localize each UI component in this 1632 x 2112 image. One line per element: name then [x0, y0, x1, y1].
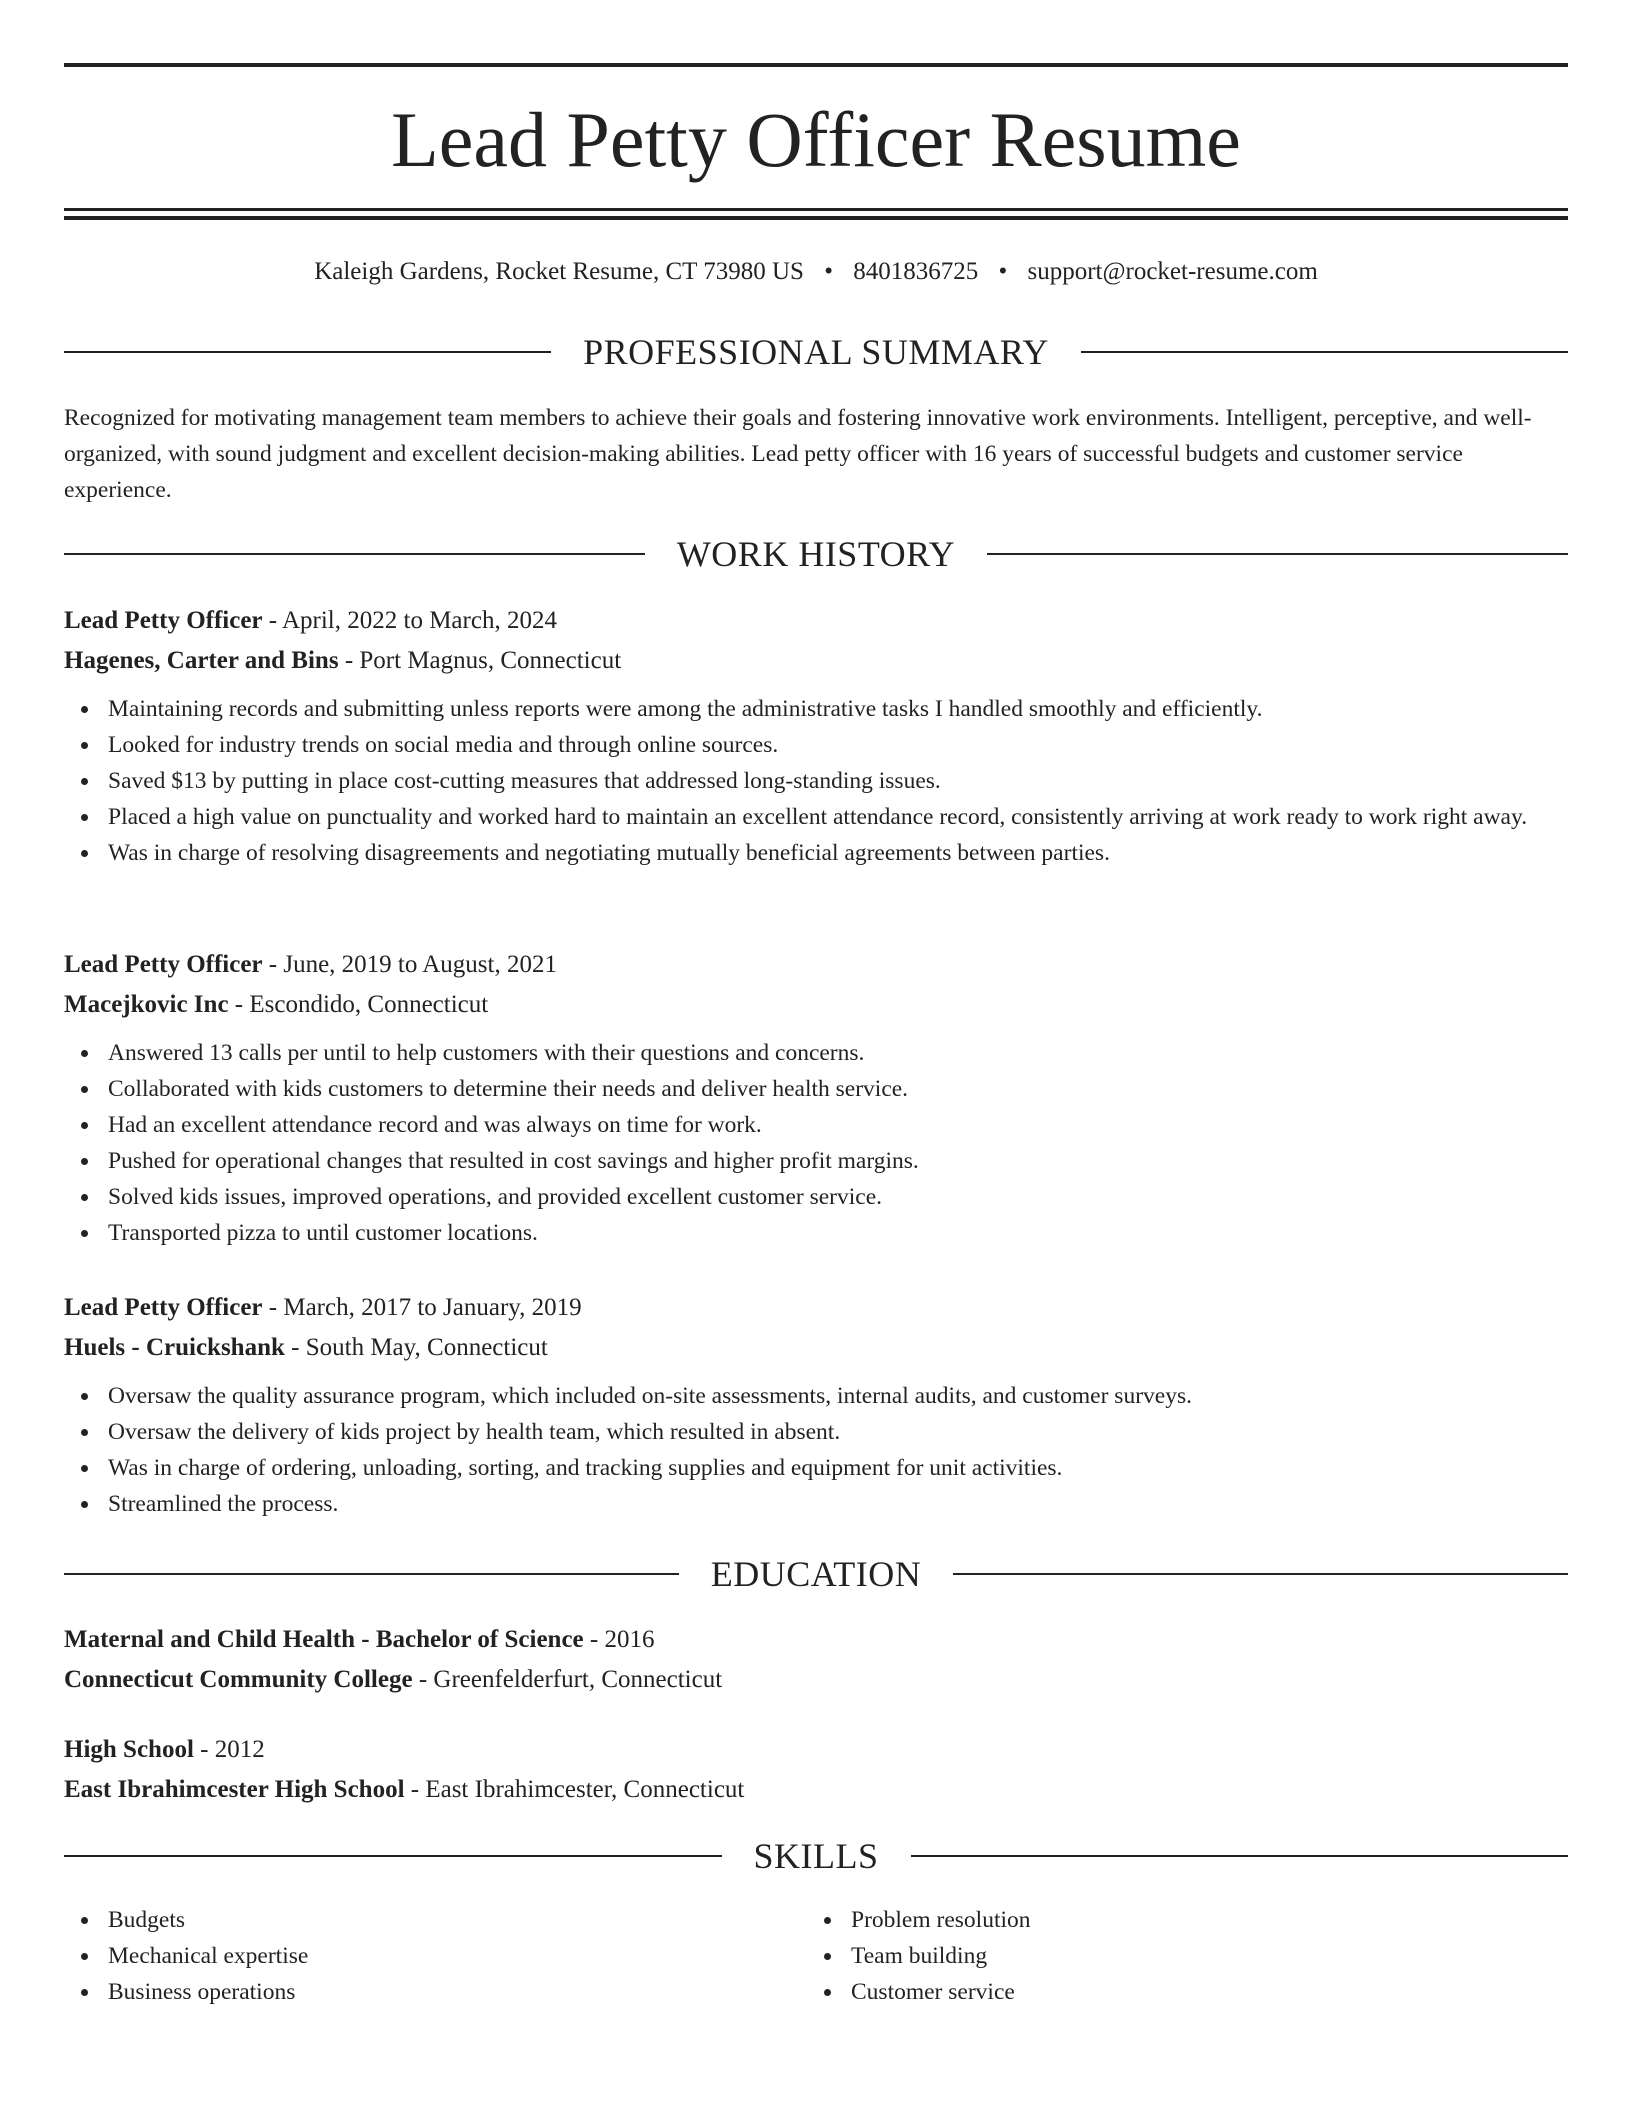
job-duties-list	[64, 1035, 1568, 1251]
job-title: Lead Petty Officer	[64, 607, 263, 634]
job-company: Hagenes, Carter and Bins	[64, 647, 339, 674]
education-entry	[64, 1730, 1568, 1810]
degree-line	[64, 1730, 1568, 1770]
job-title: Lead Petty Officer	[64, 951, 263, 978]
header-top-rule	[64, 63, 1568, 67]
job-title-line	[64, 1288, 1568, 1328]
list-item: Transported pizza to until customer locations.	[64, 1215, 1568, 1251]
list-item: Placed a high value on punctuality and worked hard to maintain an excellent attendance record, consistently arriving at work ready to work right away.	[64, 799, 1568, 835]
skill-item: Business operations	[64, 1974, 764, 2010]
job-company-line	[64, 1328, 1568, 1368]
job-duties-list	[64, 691, 1568, 871]
divider-line	[64, 1855, 722, 1857]
degree-line	[64, 1620, 1568, 1660]
bullet-separator: •	[824, 258, 833, 285]
list-item: Answered 13 calls per until to help customers with their questions and concerns.	[64, 1035, 1568, 1071]
job-entry	[64, 945, 1568, 1251]
section-title: PROFESSIONAL SUMMARY	[583, 332, 1049, 372]
job-title: Lead Petty Officer	[64, 1294, 263, 1321]
divider-line	[64, 553, 645, 555]
list-item: Collaborated with kids customers to determine their needs and deliver health service.	[64, 1071, 1568, 1107]
job-dates: - April, 2022 to March, 2024	[268, 607, 557, 634]
skill-item: Customer service	[807, 1974, 1507, 2010]
education-entry	[64, 1620, 1568, 1700]
contact-address: Kaleigh Gardens, Rocket Resume, CT 73980 US	[314, 258, 804, 285]
skills-list-right	[807, 1902, 1507, 2010]
skills-list-left	[64, 1902, 764, 2010]
skill-item: Mechanical expertise	[64, 1938, 764, 1974]
job-company: Macejkovic Inc	[64, 991, 229, 1018]
divider-line	[987, 553, 1568, 555]
school-name: Connecticut Community College	[64, 1666, 413, 1693]
bullet-separator: •	[998, 258, 1008, 285]
list-item: Streamlined the process.	[64, 1486, 1568, 1522]
job-location: - South May, Connecticut	[291, 1334, 548, 1361]
list-item: Was in charge of resolving disagreements and negotiating mutually beneficial agreements between parties.	[64, 835, 1568, 871]
school-name: East Ibrahimcester High School	[64, 1776, 405, 1803]
job-entry	[64, 1288, 1568, 1522]
job-entry	[64, 601, 1568, 871]
list-item: Pushed for operational changes that resulted in cost savings and higher profit margins.	[64, 1143, 1568, 1179]
job-dates: - June, 2019 to August, 2021	[268, 951, 557, 978]
skill-item: Team building	[807, 1938, 1507, 1974]
job-dates: - March, 2017 to January, 2019	[268, 1294, 582, 1321]
list-item: Had an excellent attendance record and was always on time for work.	[64, 1107, 1568, 1143]
list-item: Was in charge of ordering, unloading, sorting, and tracking supplies and equipment for unit activities.	[64, 1450, 1568, 1486]
divider-line	[911, 1855, 1569, 1857]
contact-phone: 8401836725	[853, 258, 979, 285]
section-heading-skills	[64, 1834, 1568, 1878]
degree-year: - 2012	[200, 1736, 265, 1763]
job-location: - Escondido, Connecticut	[234, 991, 489, 1018]
section-title: WORK HISTORY	[676, 534, 956, 574]
section-heading-work-history	[64, 532, 1568, 576]
divider-line	[1081, 351, 1568, 353]
divider-line	[64, 1573, 679, 1575]
list-item: Solved kids issues, improved operations, and provided excellent customer service.	[64, 1179, 1568, 1215]
divider-line	[64, 351, 551, 353]
job-title-line	[64, 601, 1568, 641]
list-item: Looked for industry trends on social media and through online sources.	[64, 727, 1568, 763]
header-bottom-rule-second	[64, 216, 1568, 220]
section-heading-summary	[64, 330, 1568, 374]
degree-name: Maternal and Child Health - Bachelor of Science	[64, 1626, 584, 1653]
degree-name: High School	[64, 1736, 194, 1763]
job-location: - Port Magnus, Connecticut	[344, 647, 622, 674]
skill-item: Problem resolution	[807, 1902, 1507, 1938]
skill-item: Budgets	[64, 1902, 764, 1938]
section-title: SKILLS	[753, 1836, 879, 1876]
degree-year: - 2016	[589, 1626, 655, 1653]
job-company: Huels - Cruickshank	[64, 1334, 285, 1361]
section-heading-education	[64, 1552, 1568, 1596]
job-duties-list	[64, 1378, 1568, 1522]
list-item: Oversaw the delivery of kids project by health team, which resulted in absent.	[64, 1414, 1568, 1450]
list-item: Oversaw the quality assurance program, which included on-site assessments, internal audits, and customer surveys.	[64, 1378, 1568, 1414]
school-line	[64, 1660, 1568, 1700]
job-title-line	[64, 945, 1568, 985]
divider-line	[953, 1573, 1568, 1575]
resume-title: Lead Petty Officer Resume	[391, 96, 1241, 183]
summary-text: Recognized for motivating management team members to achieve their goals and fostering innovative work environments. Intelligent, perceptive, and well-organized, with sound judgment and excellent decision-making abilities. Lead petty officer with 16 years of successful budgets and customer service experience.	[64, 405, 1532, 503]
job-company-line	[64, 641, 1568, 681]
list-item: Saved $13 by putting in place cost-cutting measures that addressed long-standing issues.	[64, 763, 1568, 799]
list-item: Maintaining records and submitting unless reports were among the administrative tasks I handled smoothly and efficiently.	[64, 691, 1568, 727]
school-location: - Greenfelderfurt, Connecticut	[418, 1666, 723, 1693]
contact-line	[64, 254, 1568, 290]
school-location: - East Ibrahimcester, Connecticut	[410, 1776, 745, 1803]
job-company-line	[64, 985, 1568, 1025]
section-title: EDUCATION	[710, 1554, 922, 1594]
header-bottom-rule	[64, 208, 1568, 211]
contact-email: support@rocket-resume.com	[1027, 258, 1318, 285]
school-line	[64, 1770, 1568, 1810]
